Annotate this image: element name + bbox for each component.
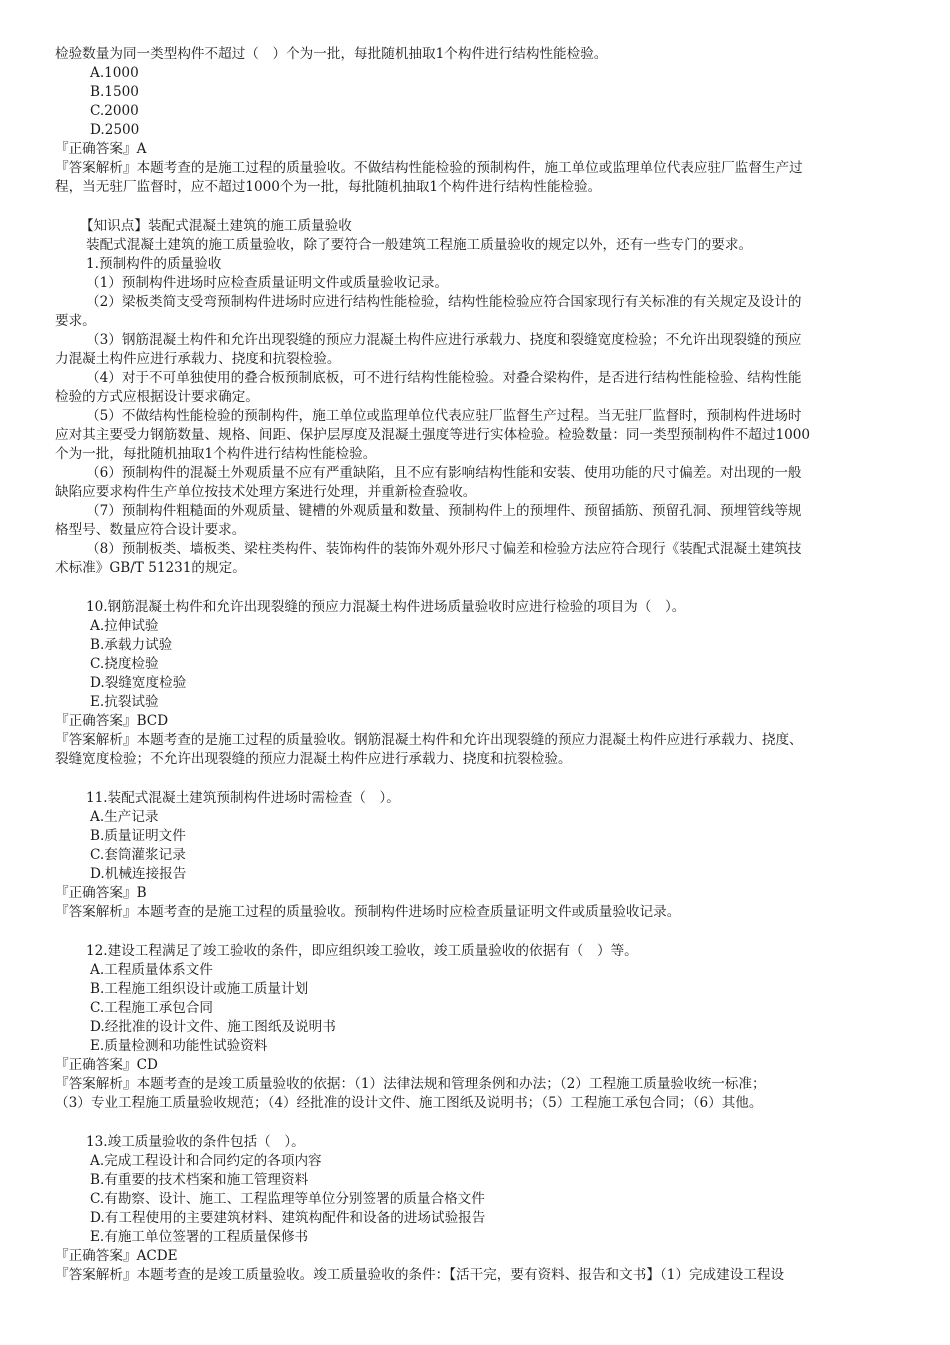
answer-analysis-continued: 裂缝宽度检验；不允许出现裂缝的预应力混凝土构件应进行承载力、挠度和抗裂检验。: [55, 751, 572, 767]
answer-analysis-text: 本题考查的是竣工质量验收的依据：（1）法律法规和管理条例和办法；（2）工程施工质量验收统一标准；: [136, 1076, 766, 1092]
answer-analysis-text: 本题考查的是施工过程的质量验收。钢筋混凝土构件和允许出现裂缝的预应力混凝土构件应进行承载力、挠度、: [136, 732, 803, 748]
knowledge-item-4-continued: 检验的方式应根据设计要求确定。: [55, 389, 259, 405]
option-b: B.质量证明文件: [90, 828, 186, 844]
correct-answer-value: ACDE: [136, 1248, 178, 1264]
knowledge-item-6-continued: 缺陷应要求构件生产单位按技术处理方案进行处理，并重新检查验收。: [55, 484, 477, 500]
option-d: D.机械连接报告: [90, 866, 187, 882]
option-b: B.承载力试验: [90, 637, 173, 653]
correct-answer-label: 『正确答案』: [55, 713, 137, 729]
knowledge-item-4: （4）对于不可单独使用的叠合板预制底板，可不进行结构性能检验。对叠合梁构件，是否进行结构性能检验、结构性能: [86, 370, 802, 386]
knowledge-item-5: （5）不做结构性能检验的预制构件，施工单位或监理单位代表应驻厂监督生产过程。当无驻厂监督时，预制构件进场时: [86, 408, 802, 424]
option-c: C.套筒灌浆记录: [90, 847, 186, 863]
option-d: D.有工程使用的主要建筑材料、建筑构配件和设备的进场试验报告: [90, 1210, 486, 1226]
knowledge-item-2-continued: 要求。: [55, 313, 96, 329]
correct-answer: [55, 140, 146, 158]
option-d: D.裂缝宽度检验: [90, 675, 187, 691]
correct-answer-value: A: [136, 141, 147, 157]
correct-answer-value: B: [136, 885, 147, 901]
knowledge-item-7-continued: 格型号、数量应符合设计要求。: [55, 522, 246, 538]
option-e: E.质量检测和功能性试验资料: [90, 1038, 268, 1054]
knowledge-intro: 装配式混凝土建筑的施工质量验收，除了要符合一般建筑工程施工质量验收的规定以外，还有一些专门的要求。: [86, 237, 753, 253]
knowledge-item-7: （7）预制构件粗糙面的外观质量、键槽的外观质量和数量、预制构件上的预埋件、预留插筋、预留孔洞、预埋管线等规: [86, 503, 802, 519]
answer-analysis-label: 『答案解析』: [55, 160, 137, 176]
answer-analysis-label: 『答案解析』: [55, 1267, 137, 1283]
question-stem: 12.建设工程满足了竣工验收的条件，即应组织竣工验收，竣工质量验收的依据有（ ）等。: [86, 943, 638, 959]
answer-analysis: [55, 1075, 766, 1093]
answer-analysis-text: 本题考查的是施工过程的质量验收。预制构件进场时应检查质量证明文件或质量验收记录。: [136, 904, 681, 920]
question-stem: 检验数量为同一类型构件不超过（ ）个为一批，每批随机抽取1个构件进行结构性能检验。: [55, 46, 608, 62]
answer-analysis-label: 『答案解析』: [55, 904, 137, 920]
answer-analysis-label: 『答案解析』: [55, 732, 137, 748]
answer-analysis: [55, 1266, 784, 1284]
correct-answer-value: CD: [136, 1057, 158, 1073]
option-b: B.1500: [90, 84, 139, 100]
knowledge-subtitle: 1.预制构件的质量验收: [86, 256, 222, 272]
knowledge-item-6: （6）预制构件的混凝土外观质量不应有严重缺陷，且不应有影响结构性能和安装、使用功能的尺寸偏差。对出现的一般: [86, 465, 802, 481]
correct-answer: [55, 1056, 158, 1074]
knowledge-item-3: （3）钢筋混凝土构件和允许出现裂缝的预应力混凝土构件应进行承载力、挠度和裂缝宽度检验；不允许出现裂缝的预应: [86, 332, 802, 348]
option-d: D.经批准的设计文件、施工图纸及说明书: [90, 1019, 336, 1035]
option-b: B.有重要的技术档案和施工管理资料: [90, 1172, 309, 1188]
question-stem: 11.装配式混凝土建筑预制构件进场时需检查（ ）。: [86, 790, 400, 806]
answer-analysis-text: 本题考查的是竣工质量验收。竣工质量验收的条件：【活干完，要有资料、报告和文书】（1）完成建设工程设: [136, 1267, 785, 1283]
option-c: C.工程施工承包合同: [90, 1000, 213, 1016]
answer-analysis-continued: 程，当无驻厂监督时，应不超过1000个为一批，每批随机抽取1个构件进行结构性能检验。: [55, 179, 602, 195]
correct-answer: [55, 712, 168, 730]
knowledge-item-2: （2）梁板类简支受弯预制构件进场时应进行结构性能检验，结构性能检验应符合国家现行有关标准的有关规定及设计的: [86, 294, 802, 310]
knowledge-title: 【知识点】装配式混凝土建筑的施工质量验收: [80, 218, 352, 234]
answer-analysis-text: 本题考查的是施工过程的质量验收。不做结构性能检验的预制构件，施工单位或监理单位代表应驻厂监督生产过: [136, 160, 803, 176]
knowledge-item-1: （1）预制构件进场时应检查质量证明文件或质量验收记录。: [86, 275, 449, 291]
option-c: C.挠度检验: [90, 656, 159, 672]
option-c: C.有勘察、设计、施工、工程监理等单位分别签署的质量合格文件: [90, 1191, 485, 1207]
question-stem: 10.钢筋混凝土构件和允许出现裂缝的预应力混凝土构件进场质量验收时应进行检验的项目为（ ）。: [86, 599, 686, 615]
option-a: A.拉伸试验: [90, 618, 159, 634]
correct-answer-label: 『正确答案』: [55, 141, 137, 157]
option-a: A.生产记录: [90, 809, 159, 825]
option-e: E.抗裂试验: [90, 694, 159, 710]
answer-analysis-continued: （3）专业工程施工质量验收规范；（4）经批准的设计文件、施工图纸及说明书；（5）工程施工承包合同；（6）其他。: [55, 1095, 763, 1111]
answer-analysis: [55, 903, 680, 921]
knowledge-item-5-continued-2: 个为一批，每批随机抽取1个构件进行结构性能检验。: [55, 446, 377, 462]
correct-answer: [55, 884, 147, 902]
knowledge-item-8-continued: 术标准》GB/T 51231的规定。: [55, 560, 246, 576]
correct-answer-label: 『正确答案』: [55, 885, 137, 901]
knowledge-item-5-continued: 应对其主要受力钢筋数量、规格、间距、保护层厚度及混凝土强度等进行实体检验。检验数量：同一类型预制构件不超过1000: [55, 427, 811, 443]
option-e: E.有施工单位签署的工程质量保修书: [90, 1229, 309, 1245]
question-stem: 13.竣工质量验收的条件包括（ ）。: [86, 1134, 305, 1150]
knowledge-item-8: （8）预制板类、墙板类、梁柱类构件、装饰构件的装饰外观外形尺寸偏差和检验方法应符合现行《装配式混凝土建筑技: [86, 541, 802, 557]
option-a: A.1000: [90, 65, 139, 81]
answer-analysis-label: 『答案解析』: [55, 1076, 137, 1092]
correct-answer: [55, 1247, 178, 1265]
option-b: B.工程施工组织设计或施工质量计划: [90, 981, 309, 997]
option-a: A.工程质量体系文件: [90, 962, 213, 978]
correct-answer-label: 『正确答案』: [55, 1057, 137, 1073]
answer-analysis: [55, 159, 803, 177]
answer-analysis: [55, 731, 803, 749]
option-d: D.2500: [90, 122, 140, 138]
option-a: A.完成工程设计和合同约定的各项内容: [90, 1153, 322, 1169]
option-c: C.2000: [90, 103, 139, 119]
knowledge-item-3-continued: 力混凝土构件应进行承载力、挠度和抗裂检验。: [55, 351, 341, 367]
correct-answer-label: 『正确答案』: [55, 1248, 137, 1264]
correct-answer-value: BCD: [136, 713, 169, 729]
